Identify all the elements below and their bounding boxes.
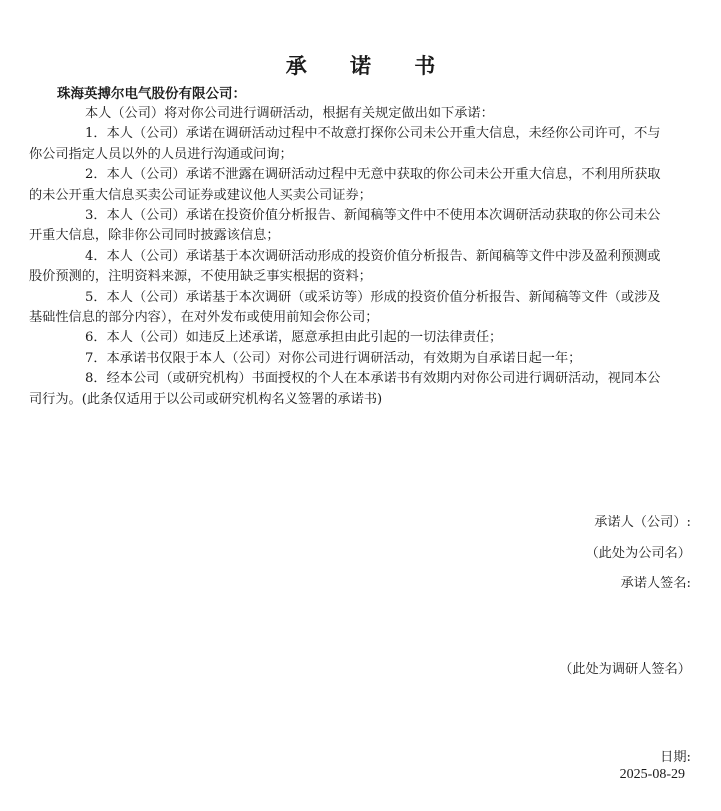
commitment-item-line: 1．本人（公司）承诺在调研活动过程中不故意打探你公司未公开重大信息，未经你公司许可，不与 bbox=[85, 126, 661, 142]
commitment-item-4 bbox=[29, 247, 695, 288]
commitment-item-line: 4．本人（公司）承诺基于本次调研活动形成的投资价值分析报告、新闻稿等文件中涉及盈利预测或 bbox=[85, 248, 661, 264]
commitment-item-5 bbox=[29, 288, 695, 329]
addressee: 珠海英搏尔电气股份有限公司： bbox=[57, 86, 246, 102]
commitment-item-line: 2．本人（公司）承诺不泄露在调研活动过程中无意中获取的你公司未公开重大信息，不利用所获取 bbox=[85, 167, 661, 183]
commitment-item-3 bbox=[29, 206, 695, 247]
commitment-item-line: 5．本人（公司）承诺基于本次调研（或采访等）形成的投资价值分析报告、新闻稿等文件（或涉及 bbox=[85, 289, 661, 305]
signer-name-placeholder: （此处为调研人签名） bbox=[559, 662, 691, 677]
commitment-body bbox=[29, 104, 695, 410]
commitment-item-line: 6．本人（公司）如违反上述承诺，愿意承担由此引起的一切法律责任； bbox=[85, 330, 503, 346]
commitment-item-7 bbox=[57, 349, 695, 369]
commitment-item-2 bbox=[29, 165, 695, 206]
commitment-item-8 bbox=[29, 369, 695, 410]
commitment-item-line: 司行为。(此条仅适用于以公司或研究机构名义签署的承诺书) bbox=[29, 391, 383, 407]
commitment-item-line: 基础性信息的部分内容），在对外发布或使用前知会你公司； bbox=[29, 310, 379, 326]
commitment-item-line: 股价预测的，注明资料来源，不使用缺乏事实根据的资料； bbox=[29, 269, 372, 285]
commitment-item-line: 你公司指定人员以外的人员进行沟通或问询； bbox=[29, 146, 293, 162]
commitment-item-6 bbox=[57, 328, 695, 348]
commitment-item-line: 7．本承诺书仅限于本人（公司）对你公司进行调研活动，有效期为自承诺日起一年； bbox=[85, 350, 582, 366]
commitment-item-line: 的未公开重大信息买卖公司证券或建议他人买卖公司证券； bbox=[29, 187, 372, 203]
signer-label: 承诺人签名: bbox=[620, 576, 691, 591]
date-value: 2025-08-29 bbox=[619, 767, 685, 782]
commitment-item-line: 开重大信息，除非你公司同时披露该信息； bbox=[29, 228, 280, 244]
commitment-item-line: 8．经本公司（或研究机构）书面授权的个人在本承诺书有效期内对你公司进行调研活动，视同本公 bbox=[85, 371, 661, 387]
commitment-item-line: 3．本人（公司）承诺在投资价值分析报告、新闻稿等文件中不使用本次调研活动获取的你公司未公 bbox=[85, 208, 661, 224]
commitment-item-1 bbox=[29, 124, 695, 165]
document-title: 承 诺 书 bbox=[285, 53, 454, 78]
company-name-placeholder: （此处为公司名） bbox=[585, 546, 691, 561]
promisor-label: 承诺人（公司）: bbox=[594, 515, 691, 530]
intro-paragraph bbox=[57, 104, 695, 124]
intro-text: 本人（公司）将对你公司进行调研活动，根据有关规定做出如下承诺： bbox=[85, 106, 494, 121]
date-label: 日期: bbox=[660, 750, 691, 765]
